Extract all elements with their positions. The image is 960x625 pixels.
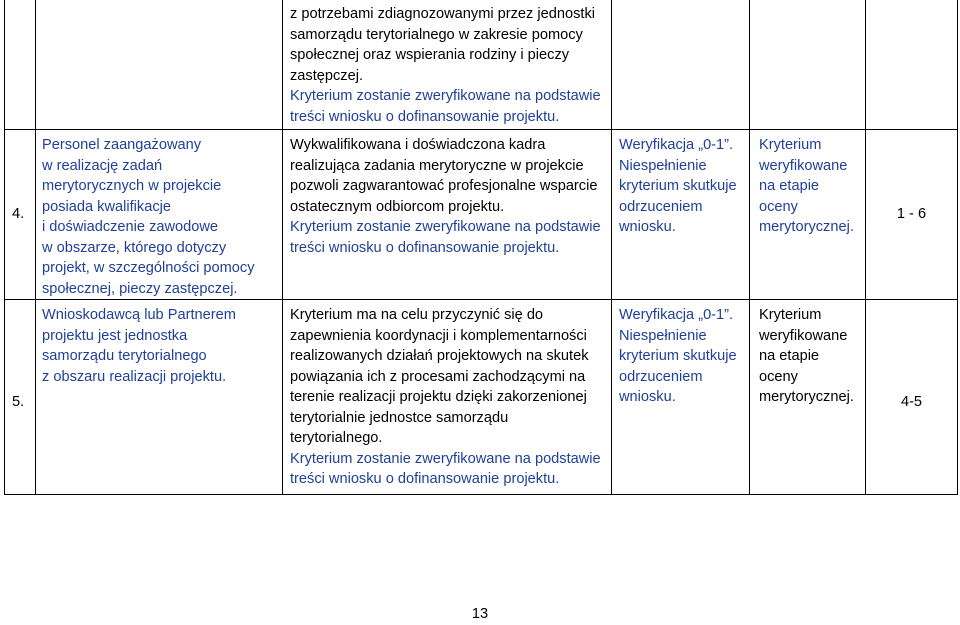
verification-note: Kryterium zostanie zweryfikowane na podstawie treści wniosku o dofinansowanie projektu. — [290, 450, 601, 487]
criteria-table — [4, 0, 958, 495]
description-text: Wykwalifikowana i doświadczona kadra realizująca zadania merytoryczne w projekcie pozwoli zagwarantować profesjonalne wsparcie ostatecznym odbiorcom projektu. — [290, 137, 598, 215]
verification-type-cell — [612, 300, 750, 495]
criterion-cell — [36, 0, 283, 130]
continuation-row — [5, 0, 958, 130]
verification-type-text: Weryfikacja „0-1”. Niespełnienie kryterium skutkuje odrzuceniem wniosku. — [619, 137, 737, 235]
verification-note: Kryterium zostanie zweryfikowane na podstawie treści wniosku o dofinansowanie projektu. — [290, 88, 601, 125]
verification-type-text: Weryfikacja „0-1”. Niespełnienie kryterium skutkuje odrzuceniem wniosku. — [619, 307, 737, 405]
description-cell — [283, 0, 612, 130]
table-row — [5, 130, 958, 300]
points-cell: 1 - 6 — [866, 130, 958, 300]
points-cell — [866, 0, 958, 130]
page-number: 13 — [471, 606, 489, 622]
stage-cell — [750, 130, 866, 300]
criterion-cell — [36, 300, 283, 495]
row-number-cell — [5, 0, 36, 130]
verification-type-cell — [612, 0, 750, 130]
stage-cell — [750, 0, 866, 130]
stage-cell — [750, 300, 866, 495]
table-row — [5, 300, 958, 495]
stage-text: Kryterium weryfikowane na etapie oceny merytorycznej. — [759, 137, 854, 235]
verification-note: Kryterium zostanie zweryfikowane na podstawie treści wniosku o dofinansowanie projektu. — [290, 219, 601, 256]
criterion-cell — [36, 130, 283, 300]
points-cell: 4-5 — [866, 300, 958, 495]
row-number: 5. — [5, 300, 36, 495]
stage-text: Kryterium weryfikowane na etapie oceny merytorycznej. — [759, 307, 854, 405]
description-cell — [283, 300, 612, 495]
verification-type-cell — [612, 130, 750, 300]
criterion-text: Wnioskodawcą lub Partnerem projektu jest jednostka samorządu terytorialnego z obszaru realizacji projektu. — [42, 307, 236, 385]
description-text: Kryterium ma na celu przyczynić się do zapewnienia koordynacji i komplementarności realizowanych działań projektowych na skutek powiązania ich z procesami zachodzącymi na terenie realizacji projektu dzięki zakorzenionej terytorialnie jednostce samorządu terytorialnego. — [290, 307, 589, 446]
description-cell — [283, 130, 612, 300]
criterion-text: Personel zaangażowany w realizację zadań merytorycznych w projekcie posiada kwalifikacje i doświadczenie zawodowe w obszarze, którego dotyczy projekt, w szczególności pomocy społecznej, pieczy zastępczej. — [42, 137, 255, 297]
description-text: z potrzebami zdiagnozowanymi przez jednostki samorządu terytorialnego w zakresie pomocy społecznej oraz wspierania rodziny i pieczy zastępczej. — [290, 6, 595, 84]
row-number: 4. — [5, 130, 36, 300]
